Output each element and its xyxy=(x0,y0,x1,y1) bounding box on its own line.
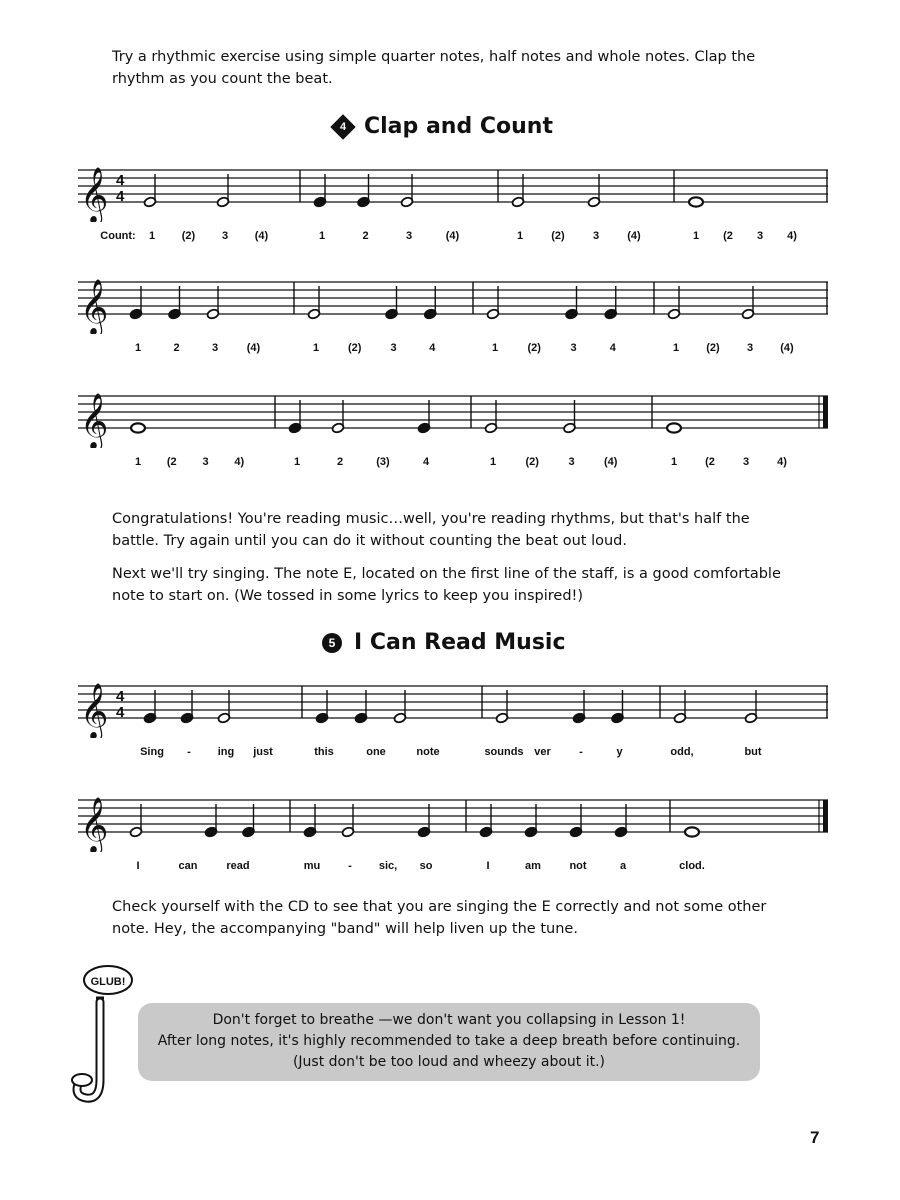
count-label: 3 xyxy=(202,456,209,468)
tip-box xyxy=(138,1003,760,1081)
tip-line-1: Don't forget to breathe —we don't want you collapsing in Lesson 1! xyxy=(212,1012,686,1028)
whole-note xyxy=(689,197,703,206)
count-label: 2 xyxy=(336,456,344,468)
exercise-4-staff-1 xyxy=(78,160,828,242)
count-label: 3 xyxy=(211,342,219,354)
diamond-number-icon xyxy=(330,114,355,139)
count-label: 4) xyxy=(787,230,797,242)
count-label: 1 xyxy=(134,342,142,354)
half-note xyxy=(484,400,497,434)
lyric-syllable: y xyxy=(616,746,623,758)
quarter-note xyxy=(143,690,156,724)
lyric-syllable: just xyxy=(253,746,273,758)
count-label: (4) xyxy=(604,456,618,468)
count-label: 1 xyxy=(672,342,680,354)
count-label: 1 xyxy=(489,456,497,468)
count-label: 4 xyxy=(429,342,436,354)
count-label: 4 xyxy=(609,342,616,354)
half-note xyxy=(744,690,757,724)
exercise-4-heading xyxy=(334,114,553,139)
whole-note xyxy=(685,827,699,836)
count-label: 1 xyxy=(148,230,156,242)
exercise-4-staff-3 xyxy=(78,386,828,468)
lyric-syllable: one xyxy=(366,746,386,758)
lyric-syllable: but xyxy=(744,746,762,758)
quarter-note xyxy=(180,690,193,724)
treble-clef-icon: 𝄞 xyxy=(80,797,109,852)
count-prefix-label: Count: xyxy=(100,230,136,242)
treble-clef-icon: 𝄞 xyxy=(80,167,109,222)
quarter-note xyxy=(614,804,627,838)
lyric-syllable: - xyxy=(348,860,352,872)
lyric-syllable: ver xyxy=(534,746,551,758)
half-note xyxy=(673,690,686,724)
count-label: 2 xyxy=(362,230,369,242)
treble-clef-icon: 𝄞 xyxy=(80,683,109,738)
count-label: (2 xyxy=(723,230,733,242)
count-label: 1 xyxy=(491,342,499,354)
half-note xyxy=(331,400,344,434)
quarter-note xyxy=(385,286,398,320)
treble-clef-icon: 𝄞 xyxy=(80,393,109,448)
half-note xyxy=(217,690,230,724)
lyric-syllable: odd, xyxy=(670,746,694,758)
count-row xyxy=(78,456,828,472)
final-barline-thick xyxy=(823,396,828,428)
next-text: Next we'll try singing. The note E, located on the first line of the staff, is a good comfortable note to start on. (We tossed in some lyrics to keep you inspired!) xyxy=(112,566,781,604)
exercise-4-number: 4 xyxy=(339,120,347,133)
time-signature-top: 4 xyxy=(116,172,125,189)
count-label: 4) xyxy=(777,456,787,468)
count-label: (2) xyxy=(348,342,362,354)
congrats-text: Congratulations! You're reading music…well, you're reading rhythms, but that's half the battle. Try again until you can do it without counting the beat out loud. xyxy=(112,511,750,549)
half-note xyxy=(563,400,576,434)
exercise-4-staff-2 xyxy=(78,272,828,354)
lyric-syllable: sounds xyxy=(484,746,524,758)
time-signature-top: 4 xyxy=(116,688,125,705)
time-signature-bottom: 4 xyxy=(116,188,125,205)
half-note xyxy=(667,286,680,320)
count-label: (2) xyxy=(525,456,539,468)
sax-bubble-text: GLUB! xyxy=(90,976,126,988)
quarter-note xyxy=(604,286,617,320)
lyric-syllable: a xyxy=(619,860,627,872)
count-label: (2) xyxy=(527,342,541,354)
count-label: (2) xyxy=(706,342,720,354)
count-label: 3 xyxy=(570,342,577,354)
staff-svg xyxy=(78,272,828,334)
lyric-syllable: mu xyxy=(303,860,321,872)
staff-svg xyxy=(78,160,828,222)
whole-note xyxy=(667,423,681,432)
half-note xyxy=(486,286,499,320)
saxophone-cartoon xyxy=(70,960,140,1114)
quarter-note xyxy=(204,804,217,838)
count-label: 3 xyxy=(390,342,397,354)
lyrics-row xyxy=(78,746,828,762)
staff-svg xyxy=(78,676,828,738)
lyric-syllable: Sing xyxy=(140,746,164,758)
exercise-5-staff-2 xyxy=(78,790,828,872)
quarter-note xyxy=(315,690,328,724)
count-label: 1 xyxy=(516,230,524,242)
count-label: (4) xyxy=(627,230,641,242)
exercise-4-title: Clap and Count xyxy=(364,114,553,139)
lyric-syllable: I xyxy=(136,860,140,872)
count-label: (4) xyxy=(246,342,261,354)
quarter-note xyxy=(357,174,370,208)
count-label: 3 xyxy=(592,230,600,242)
count-label: 3 xyxy=(221,230,229,242)
half-note xyxy=(206,286,219,320)
lyric-syllable: note xyxy=(416,746,440,758)
exercise-5-staff-1 xyxy=(78,676,828,758)
lyric-syllable: so xyxy=(419,860,433,872)
quarter-note xyxy=(572,690,585,724)
quarter-note xyxy=(303,804,316,838)
half-note xyxy=(143,174,156,208)
half-note xyxy=(129,804,142,838)
count-label: (2 xyxy=(166,456,177,468)
lyrics-row xyxy=(78,860,828,876)
quarter-note xyxy=(569,804,582,838)
exercise-5-number: 5 xyxy=(322,633,342,653)
count-label: 1 xyxy=(134,456,142,468)
count-label: 1 xyxy=(312,342,320,354)
half-note xyxy=(495,690,508,724)
page-number: 7 xyxy=(810,1128,820,1147)
half-note xyxy=(741,286,754,320)
quarter-note xyxy=(354,690,367,724)
half-note xyxy=(393,690,406,724)
half-note xyxy=(341,804,354,838)
quarter-note xyxy=(129,286,142,320)
lyric-syllable: - xyxy=(187,746,191,758)
count-label: 4 xyxy=(422,456,430,468)
quarter-note xyxy=(524,804,537,838)
quarter-note xyxy=(168,286,181,320)
final-barline-thick xyxy=(823,800,828,832)
staff-svg xyxy=(78,386,828,448)
quarter-note xyxy=(417,804,430,838)
exercise-5-title: I Can Read Music xyxy=(354,630,566,655)
quarter-note xyxy=(565,286,578,320)
count-label: 3 xyxy=(405,230,413,242)
count-label: 2 xyxy=(173,342,180,354)
count-label: (3) xyxy=(376,456,390,468)
quarter-note xyxy=(417,400,430,434)
count-label: (4) xyxy=(445,230,460,242)
count-label: (2) xyxy=(181,230,196,242)
count-label: (4) xyxy=(254,230,269,242)
quarter-note xyxy=(611,690,624,724)
lyric-syllable: am xyxy=(525,860,541,872)
half-note xyxy=(307,286,320,320)
intro-text: Try a rhythmic exercise using simple quarter notes, half notes and whole notes. Clap the rhythm as you count the beat. xyxy=(112,49,756,87)
lyric-syllable: read xyxy=(226,860,250,872)
count-label: 1 xyxy=(670,456,678,468)
time-signature-bottom: 4 xyxy=(116,704,125,721)
half-note xyxy=(400,174,413,208)
count-label: 1 xyxy=(293,456,301,468)
lyric-syllable: clod. xyxy=(679,860,705,872)
whole-note xyxy=(131,423,145,432)
lyric-syllable: I xyxy=(486,860,490,872)
count-label: 3 xyxy=(742,456,750,468)
lyric-syllable: can xyxy=(178,860,198,872)
quarter-note xyxy=(288,400,301,434)
quarter-note xyxy=(242,804,255,838)
count-row xyxy=(78,230,828,246)
count-label: 3 xyxy=(746,342,754,354)
treble-clef-icon: 𝄞 xyxy=(80,279,109,334)
half-note xyxy=(216,174,229,208)
quarter-note xyxy=(313,174,326,208)
count-label: 1 xyxy=(692,230,700,242)
lyric-syllable: not xyxy=(569,860,587,872)
saxophone-icon xyxy=(70,960,140,1110)
lyric-syllable: ing xyxy=(217,746,235,758)
count-label: 3 xyxy=(568,456,575,468)
tip-line-3: (Just don't be too loud and wheezy about it.) xyxy=(292,1054,606,1070)
count-label: (4) xyxy=(780,342,794,354)
check-text: Check yourself with the CD to see that you are singing the E correctly and not some other note. Hey, the accompanying "band" will help liven up the tune. xyxy=(112,899,767,937)
lyric-syllable: this xyxy=(314,746,334,758)
count-label: 1 xyxy=(318,230,326,242)
quarter-note xyxy=(479,804,492,838)
exercise-5-heading xyxy=(322,630,566,655)
half-note xyxy=(587,174,600,208)
count-row xyxy=(78,342,828,358)
tip-line-2: After long notes, it's highly recommended to take a deep breath before continuing. xyxy=(157,1033,741,1049)
lyric-syllable: - xyxy=(579,746,583,758)
count-label: (2) xyxy=(551,230,565,242)
count-label: 3 xyxy=(756,230,764,242)
lyric-syllable: sic, xyxy=(378,860,398,872)
staff-svg xyxy=(78,790,828,852)
quarter-note xyxy=(424,286,437,320)
half-note xyxy=(511,174,524,208)
count-label: 4) xyxy=(234,456,245,468)
count-label: (2 xyxy=(705,456,715,468)
